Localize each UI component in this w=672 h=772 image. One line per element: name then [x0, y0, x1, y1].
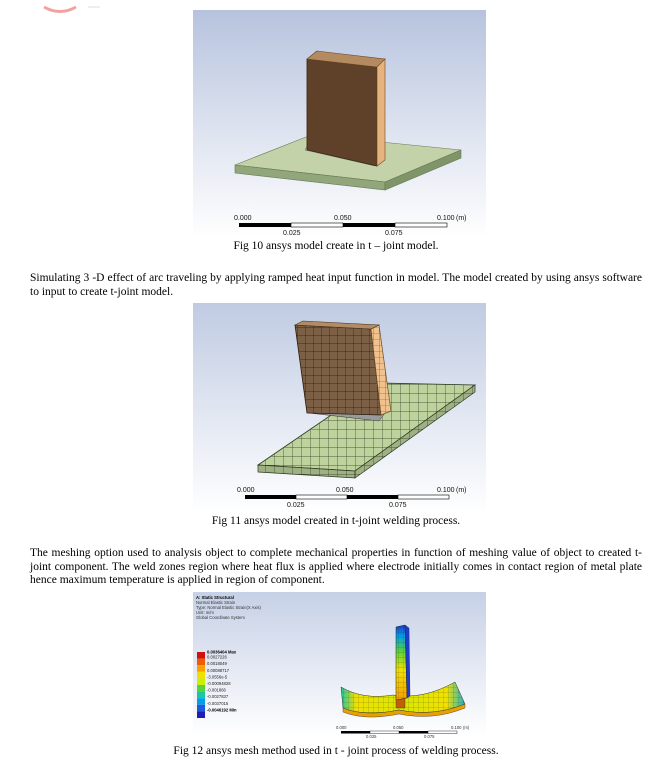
- fig12-header-2: Type: Normal Elastic Strain(X Axis): [196, 605, 261, 610]
- fig12-tick-0: 0.000: [336, 725, 347, 730]
- logo-arc-icon: [30, 7, 100, 13]
- fig10-tick-0: 0.000: [234, 215, 252, 222]
- fig12-tick-2: 0.100: [451, 725, 462, 730]
- fig11-scale-bar: [245, 495, 449, 499]
- fig10-unit: (m): [456, 215, 467, 222]
- fig12-legend-label: -0.001866: [207, 687, 226, 693]
- fig12-tick-1: 0.050: [393, 725, 404, 730]
- fig10-caption: Fig 10 ansys model create in t – joint model.: [233, 240, 439, 252]
- fig10-tick-1: 0.050: [334, 215, 352, 222]
- fig12-tick-b1: 0.025: [366, 734, 377, 739]
- fig10-render: [193, 10, 486, 238]
- fig11-unit: (m): [456, 487, 467, 494]
- fig11-tick-b2: 0.075: [389, 502, 407, 509]
- fig10-tick-2: 0.100: [437, 215, 455, 222]
- fig12-legend-swatch: [197, 692, 205, 699]
- logo-fragment: [30, 0, 100, 6]
- fig12-legend-label: 0.0027226: [207, 654, 227, 660]
- fig12-tick-b2: 0.075: [424, 734, 435, 739]
- fig10-tick-b2: 0.075: [385, 230, 403, 237]
- fig12-legend-label: -0.0027837: [207, 694, 229, 700]
- fig12-header-4: Global Coordinate System: [196, 615, 245, 620]
- fig10-scale-bar: [239, 223, 447, 227]
- fig12-legend-label: 0.00088717: [207, 667, 230, 673]
- paragraph-1: Simulating 3 -D effect of arc traveling by applying ramped heat input function in model. The model created by using ansys software to input to create t-joint model.: [30, 272, 642, 298]
- fig12-legend-label: -0.00094828: [207, 681, 231, 686]
- figure-11: [193, 303, 486, 513]
- fig12-legend-swatch: [197, 685, 205, 692]
- fig12-legend-label: -0.0037015: [207, 700, 229, 706]
- fig12-header-0: A: Static Structural: [196, 595, 234, 600]
- fig11-tick-2: 0.100: [437, 487, 455, 494]
- fig12-legend-swatch: [197, 705, 205, 712]
- fig10-tick-b1: 0.025: [283, 230, 301, 237]
- fig12-header-1: Normal Elastic Strain: [196, 600, 236, 605]
- fig11-tick-0: 0.000: [237, 487, 255, 494]
- fig11-tick-b1: 0.025: [287, 502, 305, 509]
- fig12-legend-label: 0.0036404 Max: [207, 649, 237, 655]
- fig12-caption: Fig 12 ansys mesh method used in t - joint process of welding process.: [173, 745, 499, 757]
- fig12-unit: (m): [463, 725, 470, 730]
- fig11-caption: Fig 11 ansys model created in t-joint welding process.: [211, 515, 461, 527]
- fig12-legend-swatch: [197, 698, 205, 705]
- fig12-legend-swatch: [197, 652, 205, 659]
- fig12-scale-bar: [341, 731, 457, 734]
- fig12-legend-swatch: [197, 678, 205, 685]
- figure-10: [193, 10, 486, 238]
- figure-12: [193, 592, 486, 739]
- fig12-legend-label: -3.0556e-5: [207, 674, 228, 680]
- fig12-legend-swatch: [197, 711, 205, 718]
- fig11-render: [193, 303, 486, 513]
- fig12-legend-swatch: [197, 672, 205, 679]
- fig12-header-3: Unit: m/m: [196, 610, 214, 615]
- fig12-legend-label: 0.0018049: [207, 661, 227, 667]
- paragraph-2: The meshing option used to analysis object to complete mechanical properties in function of meshing value of object to created t-joint component. The weld zones region where heat flux is applied where electrode initially comes in contact region of metal plate hence maximum temperature is applied in region of component.: [30, 547, 642, 587]
- fig12-legend-swatch: [197, 659, 205, 666]
- fig12-legend-label: -0.0046192 Min: [207, 707, 237, 713]
- fig12-render: [193, 592, 486, 739]
- fig11-tick-1: 0.050: [336, 487, 354, 494]
- fig12-legend-swatch: [197, 665, 205, 672]
